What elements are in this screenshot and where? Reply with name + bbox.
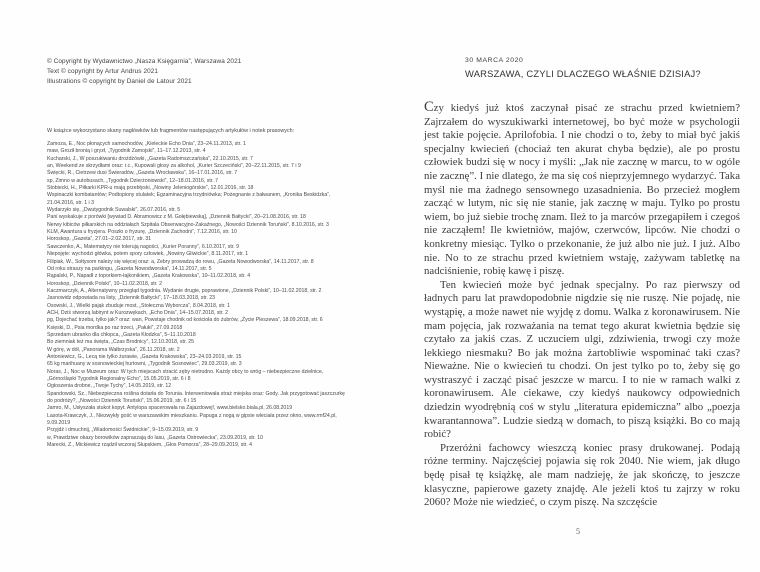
source-entry: Od roku straszy na parkingu, „Gazeta Nowodworska”, 14.11.2017, str. 5 [47,265,212,272]
source-entry: Ogłoszenia drobne, „Twoje Tychy”, 14.05.2019, str. 12 [47,383,172,390]
source-entry: Pani wyskakuje z porówki [wywiad D. Abramowicz z M. Gołębiewską], „Dziennik Bałtycki”, 20–21.08.2016, str. 18 [47,214,306,221]
paragraph-1 [424,100,740,279]
source-entry: Kucharski, J., W poszukiwaniu drożdżówki, „Gazeta Radomszczańska”, 22.10.2015, str. 7 [47,155,253,162]
source-entry: Niepojęte: wychodzi główka, potem spory człowiek, „Nowiny Gliwickie”, 8.11.2017, str. 1 [47,251,249,258]
source-entry: Horoskop, „Dziennik Polski”, 10–11.02.2018, str. 2 [47,280,162,287]
source-entry: Księski, D., Psia mordka po raz trzeci, „Pałuki”, 27.09.2018 [47,324,183,331]
source-entry: an, Weekend ze skrzydłami oraz: r.c., Kupowali głosy za alkohol, „Kurier Szczeciński”, 20–22.11.2015, str. 7 i 9 [47,163,301,170]
source-entry: Wspinaczki kombatantów; Podtopiony stulatek; Egzaminacyjna trzydniówka; Pożegnanie z bałwanem, „Kronika Beskidzka”, 21.04.2016, str. 1 i 3 [47,192,331,206]
copyright-block [47,57,241,87]
source-entry: Osowski, J., Wielki pająk zbuduje most, „Stołeczna Wyborcza”, 8.04.2018, str. 1 [47,302,231,309]
source-entry: W górę, w dół, „Panorama Wałbrzyska”, 26.11.2018, str. 2 [47,346,180,353]
sources-intro: W książce wykorzystano skany nagłówków lub fragmentów następujących artykułów i notek prasowych: [47,128,295,134]
source-entry: ACH, Dziś stworzą labirynt w Kurozwękach, „Echo Dnia”, 14–15.07.2018, str. 2 [47,309,229,316]
source-entry: Marecki, Z., Mickiewicz rządził wczoraj Słupskiem, „Głos Pomorza”, 28–29.09.2019, str. 4 [47,442,252,449]
source-entry: 65 kg marihuany w sosnowieckiej hurtowni, „Tygodnik Sosnowiec”, 29.03.2019, str. 3 [47,361,242,368]
source-entry: Spandowski, Sz., Niebezpieczna roślina dotarła do Torunia. Interweniowała straż miejska oraz: Gody. Jak przygotować jaszczurkę do podróży?, „Nowości Dziennik Toruński”, 15.06.2019, str. 6 i 15 [47,390,345,405]
source-entry: Zamoza, E., Noc płonących samochodów, „Kieleckie Echo Dnia”, 23–24.11.2013, str. 1 [47,141,246,147]
page-number: 5 [576,527,580,536]
copyright-line: Text © copyright by Artur Andrus 2021 [47,68,159,75]
paragraph-3: Przeróżni fachowcy wieszczą koniec prasy drukowanej. Podają różne terminy. Najczęściej pojawia się rok 2040. Nie wiem, jak długo będę pisał tę książkę, ale mam nadzieję, że jak skończę, to jeszcze klasyczne, papierowe gazety znajdę. Ale jeżeli ktoś tu zajrzy w roku 2060? Może nie wiedzieć, o czym piszę. Na szczęście [424,441,740,509]
source-entry: Jasnowidz odpowiada na listy, „Dziennik Bałtycki”, 17–18.03.2018, str. 23 [47,295,216,302]
source-entry: Rąpalski, P., Napadł z toporkiem-łajkonikiem, „Gazeta Krakowska”, 10–11.02.2018, str. 4 [47,273,251,280]
source-entry: Antoniewicz, G., Lecą nie tylko żurawie, „Gazeta Krakowska”, 23–24.03.2019, str. 15 [47,353,242,360]
source-entry: Kaczmarczyk, A., Alternatywny przegląd tygodnia. Wydanie drugie, poprawione, „Dziennik Polski”, 10–11.02.2018, str. 2 [47,287,322,294]
source-entry: Lasota-Krawczyk, J., Niezwykły gość w warszawskim mieszkaniu. Papuga z nogą w gipsie wleciała przez okno, www.rmf24.pl, 9.09.2019 [47,412,337,427]
source-entry: w, Prawdziwe okazy borowików zapraszają do lasu, „Gazeta Ostrowiecka”, 23.09.2019, str. 10 [47,434,263,441]
source-entry: Sprzedam ubranko dla chłopca, „Gazeta Kłodzka”, 5–11.10.2018 [47,331,196,338]
source-entry: Nerwy kibiców piłkarskich na oddziałach Szpitala Obserwacyjno-Zakaźnego, „Nowości Dziennik Toruński”, 8.10.2016, str. 3 [47,221,329,228]
initial-cap: C [424,99,434,115]
source-entry: Wydarzyło się, „Dwutygodnik Suwalski”, 26.07.2016, str. 5 [47,207,181,214]
copyright-line: © Copyright by Wydawnictwo „Nasza Księgarnia”, Warszawa 2021 [47,58,242,65]
source-entry: Bo ziemniak też ma święta, „Czas Brodnicy”, 12.10.2018, str. 25 [47,339,195,346]
source-entry: pg, Dojechać trzeba, tylko jak? oraz: wan, Powstaje chodnik od kościoła do żubrów, „Życie Pleszewa”, 18.09.2018, str. 6 [47,317,323,324]
chapter-title: WARSZAWA, CZYLI DLACZEGO WŁAŚNIE DZISIAJ? [465,68,701,79]
source-entry: Święcki, R., Cietrzew dusi Świeradów, „Gazeta Wrocławska”, 16–17.01.2016, str. 7 [47,170,238,177]
source-entry: Noras, J., Noc w Muzeum oraz: W tych miejscach stracić zęby nietrudno. Każdy obcy to wróg – niebezpieczne dzielnice, „Górnośląski Tygodnik Regionalny Echo”, 15.05.2019, str. 6 i 8 [47,368,324,382]
sources-list [47,141,349,449]
source-entry: sp, Zimno w autobusach, „Tygodnik Dzierżoniowski”, 12–18.01.2016, str. 7 [47,177,218,184]
paragraph-2: Ten kwiecień może być jednak specjalny. Po raz pierwszy od ładnych paru lat prawdopodobnie nigdzie się nie ruszę. Nie pojadę, nie wystąpię, a może nawet nie wyjdę z domu. Walka z koronawirusem. Nie mam pojęcia, jak rozważania na temat tego akurat kwietnia będzie się czytało za jakiś czas. Z uczuciem ulgi, zdziwienia, trwogi czy może lekkiego niesmaku? Bo jak można żartobliwie wspominać taki czas? Nieważne. Nie o kwiecień tu chodzi. On jest tylko po to, żeby się go wystraszyć i zacząć pisać jeszcze w marcu. I to nie w ramach walki z koronawirusem. Ale ciekawe, czy kiedyś naukowcy odpowiednich dziedzin wyodrębnią coś w stylu „literatura epidemiczna” albo „poezja kwarantannowa”. Ludzie siedzą w domach, to piszą książki. Bo co mają robić? [424,278,740,441]
source-entry: Sawczenko, A., Matematycy nie tolerują nagości, „Kurier Poranny”, 6.10.2017, str. 9 [47,243,240,250]
source-entry: Filipiak, W., Sołtysom należy się więcej oraz: a, Zebry prowadzą do rowu, „Gazeta Nowodworska”, 14.11.2017, str. 8 [47,258,314,265]
source-entry: Stobiecki, H., Piłkarki KPR-u mają przebłyski, „Nowiny Jeleniogórskie”, 12.01.2016, str. 18 [47,185,254,192]
source-entry: KLM, Awantura u fryzjera. Poszło o fryzurę, „Dziennik Zachodni”, 7.12.2016, str. 10 [47,229,237,236]
chapter-date: 30 MARCA 2020 [465,57,524,64]
source-entry: Horoskop, „Gazeta”, 27.01–2.02.2017, str. 31 [47,236,152,243]
paragraph-1-text: zy kiedyś już ktoś zaczynał pisać ze strachu przed kwietniem? Zajrzałem do wyszukiwarki internetowej, bo być może w psychologii jest takie pojęcie. Aprilofobia. I nie chodzi o to, żeby to miał być jakiś specjalny kwiecień (chociaż ten akurat chyba będzie), ale po prostu człowiek budzi się w nocy i myśli: „Jak nie zacznę w marcu, to w ogóle nie zacznę”. I nie dlatego, że ma się coś nieprzyjemnego wydarzyć. Taka myśl nie ma żadnego sensownego uzasadnienia. Bo przecież mogłem zacząć w lutym, nic się nie stanie, jak zacznę w maju. Tylko po prostu wiem, bo już siebie trochę znam. Ileż to ja marców przegapiłem i czegoś nie zacząłem! Ile kwietniów, majów, czerwców, lipców. Nie chodzi o konkretny miesiąc. Tylko o przekonanie, że już albo nie już. I już. Albo nie. No to ze strachu przed kwietniem wstaję, zażywam tabletkę na nadciśnienie, robię kawę i piszę. [424,102,740,278]
source-entry: Jamro, M., Usłyszała stukot kopyt. Antylopa spacerowała na Zajazdowej!, www.bielsko.biala.pl, 26.08.2019 [47,405,293,412]
source-entry: Przyjdź i dmuchnij, „Wiadomości Świdnickie”, 9–15.09.2019, str. 9 [47,427,199,434]
copyright-line: Illustrations © copyright by Daniel de Latour 2021 [47,78,192,85]
chapter-body [424,100,740,510]
source-entry: maw, Groził bronią i gryzł, „Tygodnik Zamojski”, 11–17.12.2013, str. 4 [47,148,206,155]
